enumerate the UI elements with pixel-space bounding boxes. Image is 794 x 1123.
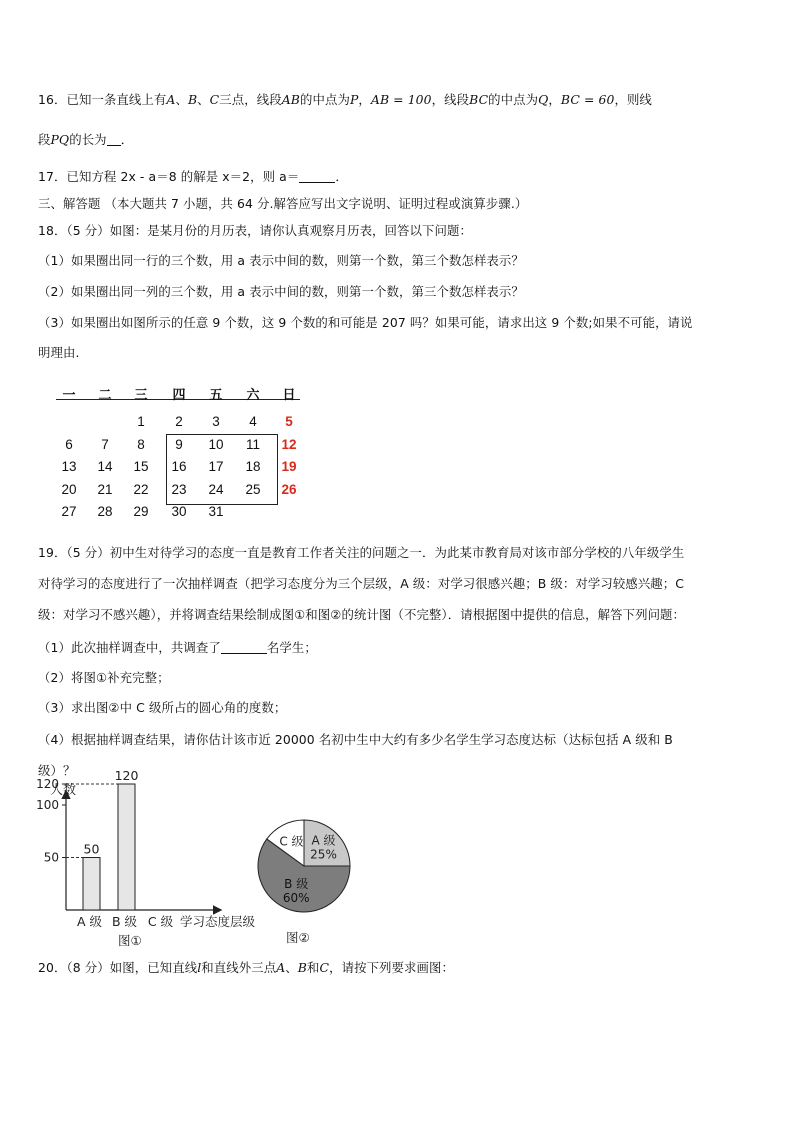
calendar xyxy=(52,384,312,524)
calendar-day: 30 xyxy=(171,504,187,519)
y-tick-label: 120 xyxy=(36,777,59,791)
math-b: B xyxy=(297,960,307,975)
x-category-label: B 级 xyxy=(111,914,138,929)
pie-slice-label: A 级 xyxy=(311,833,336,848)
q20-text: ，请按下列要求画图： xyxy=(329,960,454,975)
y-tick-label: 50 xyxy=(43,850,59,865)
q16-text: 、 xyxy=(175,92,188,107)
q16-text: 16．已知一条直线上有 xyxy=(38,92,167,107)
math-a: A xyxy=(276,960,286,975)
q19-line-3: 级：对学习不感兴趣），并将调查结果绘制成图①和图②的统计图（不完整）．请根据图中提供的信息，解答下列问题： xyxy=(38,607,686,622)
calendar-day: 3 xyxy=(212,414,220,429)
pie-slice-label: C 级 xyxy=(279,834,304,849)
calendar-day: 22 xyxy=(133,481,149,497)
math-l: l xyxy=(197,960,202,975)
calendar-weekday-header: 四 xyxy=(172,388,186,403)
x-category-label: C 级 xyxy=(147,914,174,929)
calendar-day: 31 xyxy=(208,504,224,519)
pie-chart xyxy=(250,812,360,948)
y-axis-label: 人数 xyxy=(50,783,77,798)
calendar-day: 20 xyxy=(61,481,77,497)
math-p: P xyxy=(349,92,359,107)
q16-text: ． xyxy=(120,132,134,147)
calendar-weekday-header: 六 xyxy=(246,388,260,403)
bar xyxy=(118,784,135,910)
calendar-day: 27 xyxy=(61,504,77,519)
calendar-weekday-header: 三 xyxy=(134,388,148,403)
calendar-weekday-header: 一 xyxy=(62,388,76,403)
x-axis-label: 学习态度层级 xyxy=(180,914,256,929)
calendar-day: 12 xyxy=(281,436,297,452)
answer-blank xyxy=(221,641,267,654)
q18-part-2: （2）如果圈出同一列的三个数，用 a 表示中间的数，则第一个数，第三个数怎样表示？ xyxy=(38,284,524,299)
q16-text: ， xyxy=(548,92,561,107)
q20-text: 、 xyxy=(285,960,298,975)
calendar-day: 26 xyxy=(281,481,297,497)
q19-line-1: 19．（5 分）初中生对待学习的态度一直是教育工作者关注的问题之一．为此某市教育局对该市部分学校的八年级学生 xyxy=(38,545,685,560)
q18-stem: 18．（5 分）如图：是某月份的月历表，请你认真观察月历表，回答以下问题： xyxy=(38,223,472,238)
calendar-day: 15 xyxy=(133,459,149,474)
calendar-weekday-header: 二 xyxy=(98,388,112,403)
q18-part-3b: 明理由. xyxy=(38,345,80,360)
bar-value-label: 120 xyxy=(114,768,139,783)
q17-line xyxy=(38,167,348,185)
answer-blank xyxy=(107,133,121,146)
calendar-day: 4 xyxy=(249,414,257,429)
calendar-day: 28 xyxy=(97,504,113,519)
q16-line-1 xyxy=(38,90,652,108)
q19-part-4a: （4）根据抽样调查结果，请你估计该市近 20000 名初中生中大约有多少名学生学习态度达标（达标包括 A 级和 B xyxy=(38,732,673,747)
q16-text: ，则线 xyxy=(614,92,652,107)
q20-text: 20．（8 分）如图，已知直线 xyxy=(38,960,198,975)
calendar-day: 29 xyxy=(133,504,149,519)
q19-part-4b: 级）？ xyxy=(38,763,76,778)
calendar-day: 23 xyxy=(171,481,187,497)
q19-text: （1）此次抽样调查中，共调查了 xyxy=(38,640,221,655)
calendar-day: 24 xyxy=(208,481,224,497)
calendar-day: 14 xyxy=(97,459,113,474)
q18-part-3a: （3）如果圈出如图所示的任意 9 个数，这 9 个数的和可能是 207 吗？如果可能，请求出这 9 个数;如果不可能，请说 xyxy=(38,315,693,330)
calendar-day: 8 xyxy=(137,436,145,452)
q16-text: 的中点为 xyxy=(488,92,539,107)
q16-text: 的长为 xyxy=(69,132,107,147)
q16-text: ， xyxy=(358,92,371,107)
calendar-day: 6 xyxy=(65,436,73,452)
math-c: C xyxy=(319,960,330,975)
calendar-day: 17 xyxy=(208,459,224,474)
x-category-label: A 级 xyxy=(76,914,103,929)
bar xyxy=(83,858,100,911)
calendar-weekday-header: 日 xyxy=(282,388,296,403)
math-pq: PQ xyxy=(50,132,70,147)
q16-text: ，线段 xyxy=(431,92,470,107)
q20-line xyxy=(38,958,454,976)
q16-text: 、 xyxy=(197,92,210,107)
math-a: A xyxy=(166,92,176,107)
q20-text: 和直线外三点 xyxy=(201,960,277,975)
answer-blank xyxy=(299,170,335,183)
calendar-day: 13 xyxy=(61,459,77,474)
q19-part-3: （3）求出图②中 C 级所占的圆心角的度数； xyxy=(38,700,287,715)
pie-slice-label: B 级 xyxy=(284,877,309,892)
math-eq-bc: BC = 60 xyxy=(560,92,615,107)
q20-text: 和 xyxy=(307,960,320,975)
q19-part-1 xyxy=(38,638,317,656)
math-eq-ab: AB = 100 xyxy=(370,92,432,107)
calendar-day: 11 xyxy=(245,436,260,452)
calendar-day: 5 xyxy=(285,414,293,429)
math-ab: AB xyxy=(281,92,300,107)
calendar-day: 2 xyxy=(175,414,183,429)
math-bc: BC xyxy=(469,92,489,107)
q17-text: ． xyxy=(335,169,348,184)
math-q: Q xyxy=(538,92,549,107)
bar-value-label: 50 xyxy=(83,841,100,857)
math-b: B xyxy=(187,92,198,107)
math-c: C xyxy=(209,92,220,107)
q19-part-2: （2）将图①补充完整； xyxy=(38,670,170,685)
calendar-day: 1 xyxy=(137,414,145,429)
q16-text: 三点，线段 xyxy=(219,92,282,107)
q19-line-2: 对待学习的态度进行了一次抽样调查（把学习态度分为三个层级，A 级：对学习很感兴趣；B 级：对学习较感兴趣；C xyxy=(38,576,685,591)
calendar-day: 16 xyxy=(171,459,187,474)
pie-slice-percent: 60% xyxy=(282,891,310,906)
section-heading: 三、解答题 （本大题共 7 小题，共 64 分.解答应写出文字说明、证明过程或演算步骤.） xyxy=(38,196,528,211)
q16-text: 的中点为 xyxy=(299,92,350,107)
calendar-day: 21 xyxy=(97,481,113,497)
calendar-day: 10 xyxy=(208,436,224,452)
pie-slice-percent: 25% xyxy=(310,847,337,862)
q16-text: 段 xyxy=(38,132,51,147)
figure-caption: 图② xyxy=(286,930,310,945)
calendar-day: 25 xyxy=(245,481,261,497)
y-tick-label: 100 xyxy=(36,798,59,812)
q19-text: 名学生； xyxy=(266,640,317,655)
q18-part-1: （1）如果圈出同一行的三个数，用 a 表示中间的数，则第一个数，第三个数怎样表示？ xyxy=(38,253,524,268)
calendar-weekday-header: 五 xyxy=(209,388,223,403)
calendar-day: 19 xyxy=(281,459,297,474)
calendar-day: 9 xyxy=(175,436,183,452)
calendar-day: 18 xyxy=(245,459,261,474)
q16-line-2 xyxy=(38,130,133,148)
calendar-day: 7 xyxy=(101,436,109,452)
bar-chart xyxy=(30,768,270,950)
figure-caption: 图① xyxy=(118,933,142,948)
q17-text: 17．已知方程 2x - a＝8 的解是 x＝2，则 a＝ xyxy=(38,169,300,184)
